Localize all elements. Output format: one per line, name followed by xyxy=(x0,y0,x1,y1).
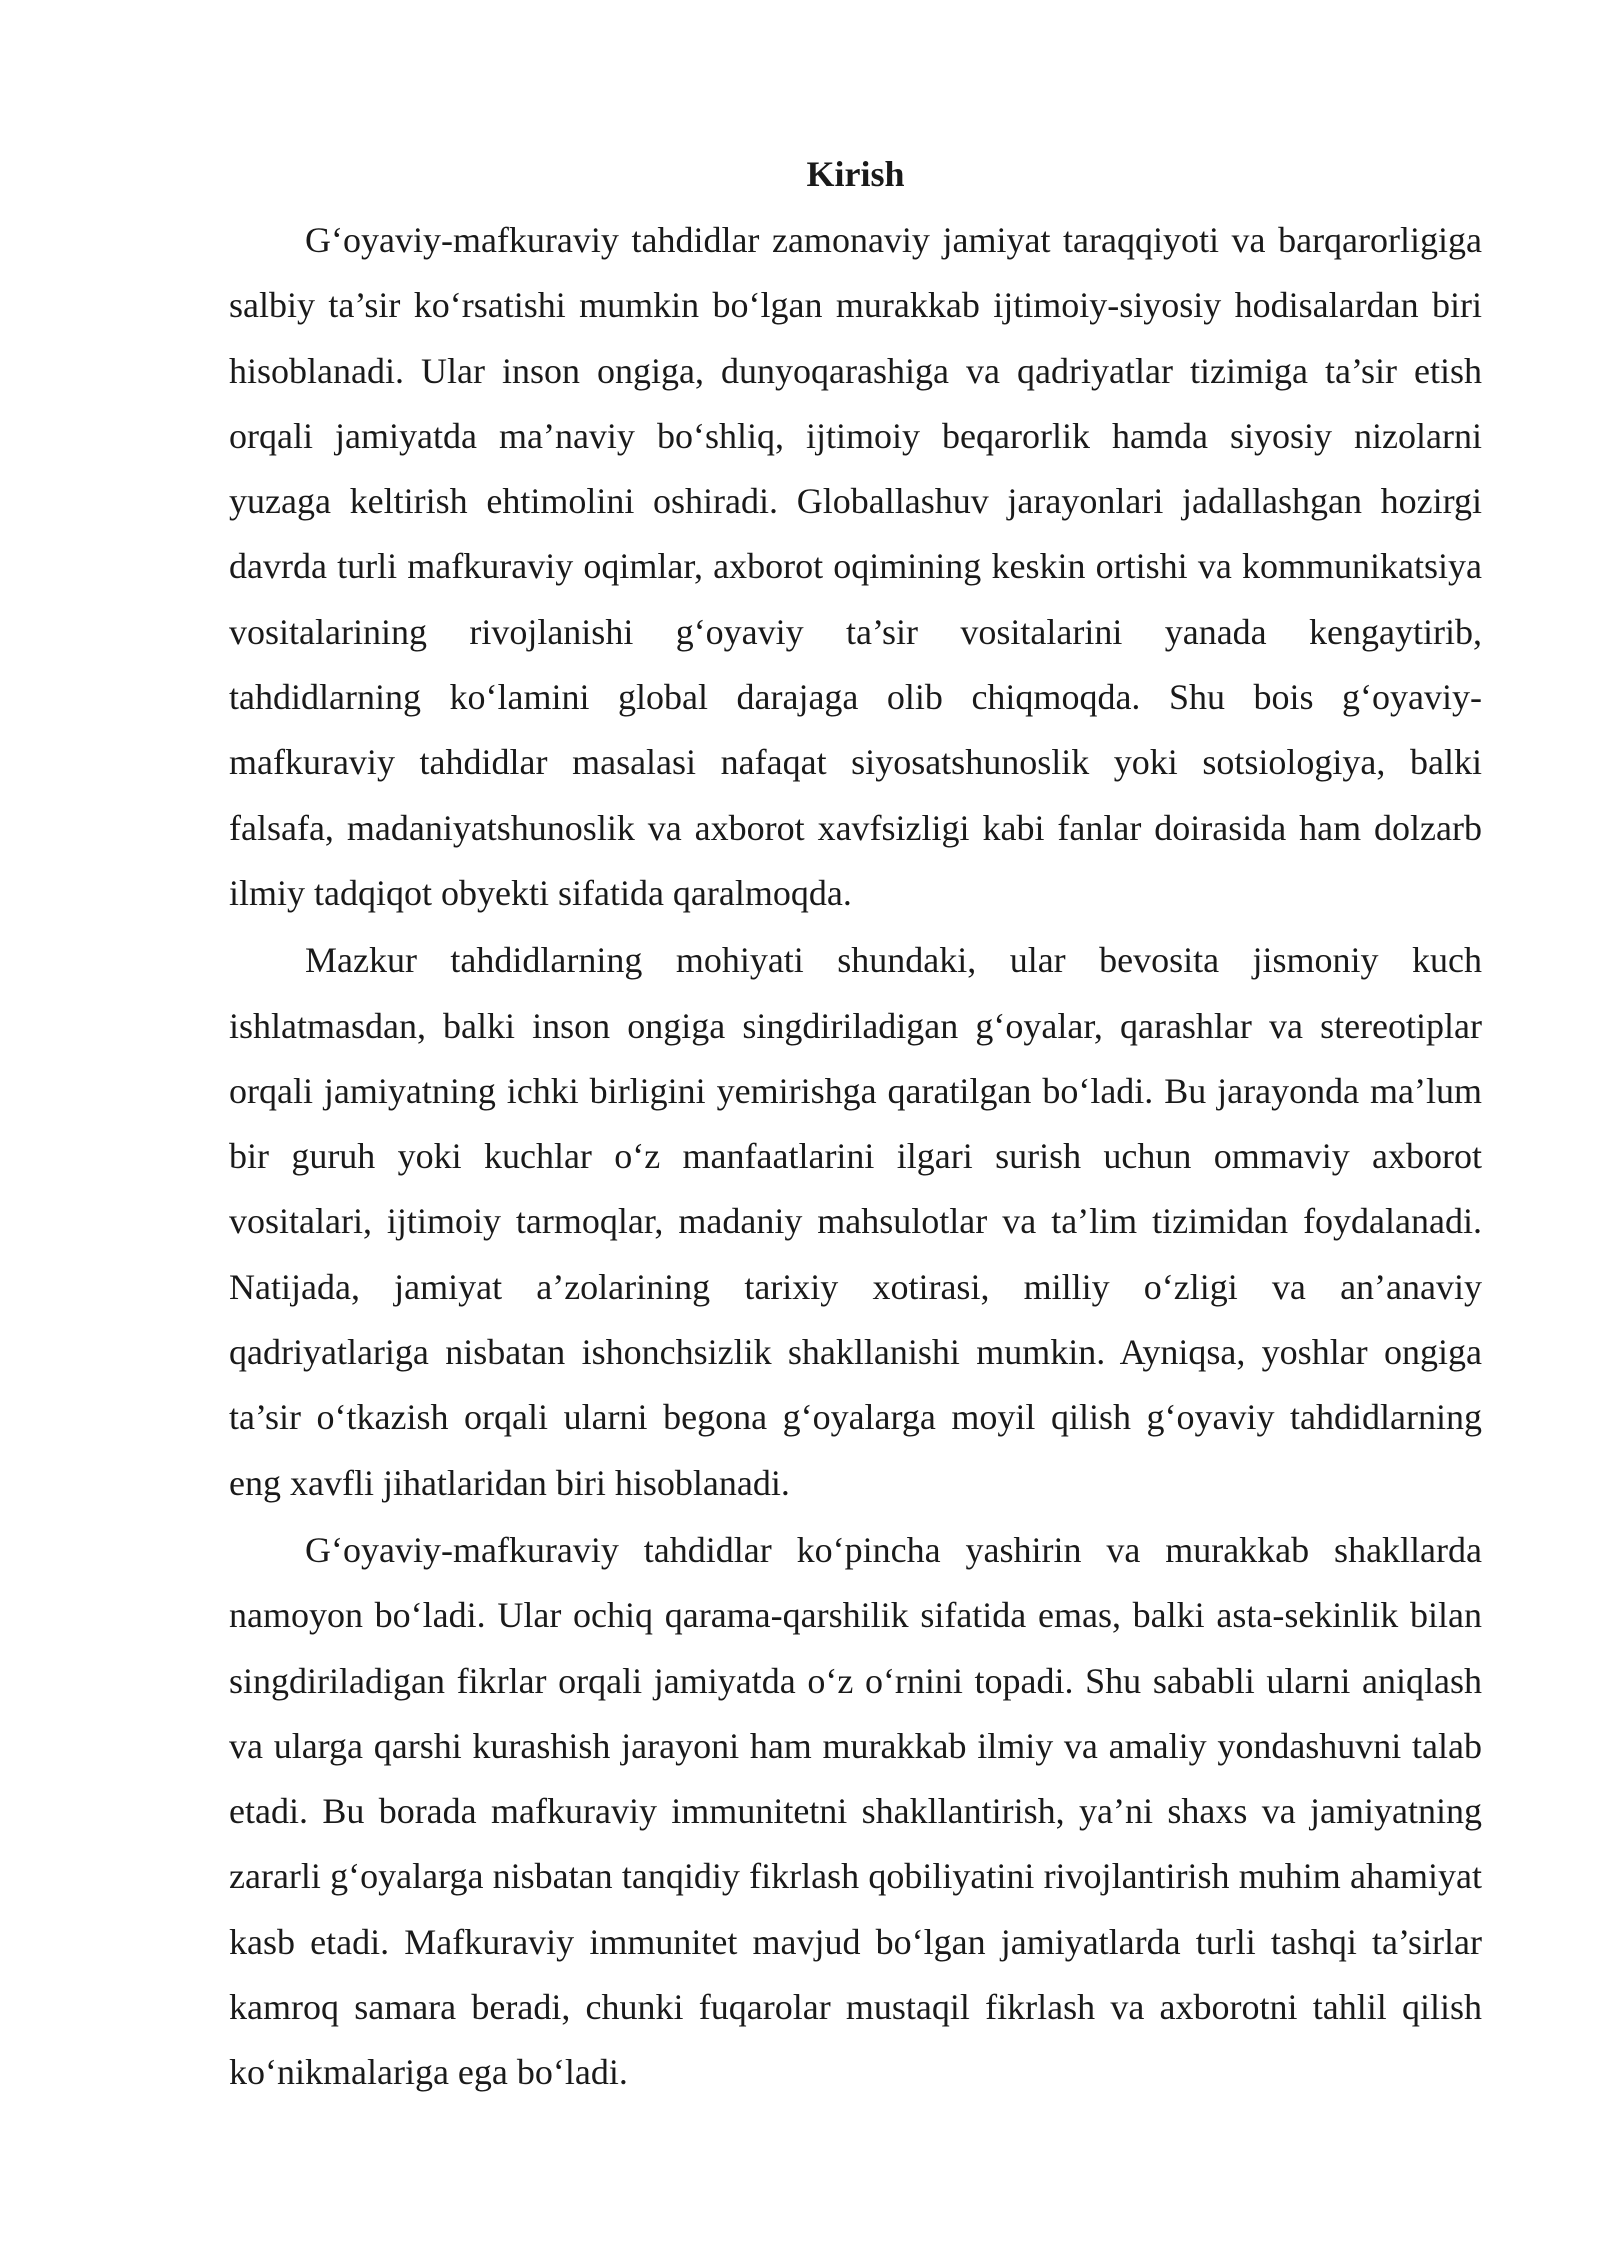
paragraph-1: G‘oyaviy-mafkuraviy tahdidlar zamonaviy jamiyat taraqqiyoti va barqarorligiga salbiy ta’sir ko‘rsatishi mumkin bo‘lgan murakkab ijtimoiy-siyosiy hodisalardan biri hisoblanadi. Ular inson ongiga, dunyoqarashiga va qadriyatlar tizimiga ta’sir etish orqali jamiyatda ma’naviy bo‘shliq, ijtimoiy beqarorlik hamda siyosiy nizolarni yuzaga keltirish ehtimolini oshiradi. Globallashuv jarayonlari jadallashgan hozirgi davrda turli mafkuraviy oqimlar, axborot oqimining keskin ortishi va kommunikatsiya vositalarining rivojlanishi g‘oyaviy ta’sir vositalarini yanada kengaytirib, tahdidlarning ko‘lamini global darajaga olib chiqmoqda. Shu bois g‘oyaviy-mafkuraviy tahdidlar masalasi nafaqat siyosatshunoslik yoki sotsiologiya, balki falsafa, madaniyatshunoslik va axborot xavfsizligi kabi fanlar doirasida ham dolzarb ilmiy tadqiqot obyekti sifatida qaralmoqda. xyxy=(229,220,1482,913)
paragraph-3: G‘oyaviy-mafkuraviy tahdidlar ko‘pincha yashirin va murakkab shakllarda namoyon bo‘ladi. Ular ochiq qarama-qarshilik sifatida emas, balki asta-sekinlik bilan singdiriladigan fikrlar orqali jamiyatda o‘z o‘rnini topadi. Shu sababli ularni aniqlash va ularga qarshi kurashish jarayoni ham murakkab ilmiy va amaliy yondashuvni talab etadi. Bu borada mafkuraviy immunitetni shakllantirish, ya’ni shaxs va jamiyatning zararli g‘oyalarga nisbatan tanqidiy fikrlash qobiliyatini rivojlantirish muhim ahamiyat kasb etadi. Mafkuraviy immunitet mavjud bo‘lgan jamiyatlarda turli tashqi ta’sirlar kamroq samara beradi, chunki fuqarolar mustaqil fikrlash va axborotni tahlil qilish ko‘nikmalariga ega bo‘ladi. xyxy=(229,1529,1482,2093)
paragraph-2: Mazkur tahdidlarning mohiyati shundaki, ular bevosita jismoniy kuch ishlatmasdan, balki inson ongiga singdiriladigan g‘oyalar, qarashlar va stereotiplar orqali jamiyatning ichki birligini yemirishga qaratilgan bo‘ladi. Bu jarayonda ma’lum bir guruh yoki kuchlar o‘z manfaatlarini ilgari surish uchun ommaviy axborot vositalari, ijtimoiy tarmoqlar, madaniy mahsulotlar va ta’lim tizimidan foydalanadi. Natijada, jamiyat a’zolarining tarixiy xotirasi, milliy o‘zligi va an’anaviy qadriyatlariga nisbatan ishonchsizlik shakllanishi mumkin. Ayniqsa, yoshlar ongiga ta’sir o‘tkazish orqali ularni begona g‘oyalarga moyil qilish g‘oyaviy tahdidlarning eng xavfli jihatlaridan biri hisoblanadi. xyxy=(229,940,1482,1503)
document-body xyxy=(229,146,1482,2108)
page-title: Kirish xyxy=(806,154,905,194)
